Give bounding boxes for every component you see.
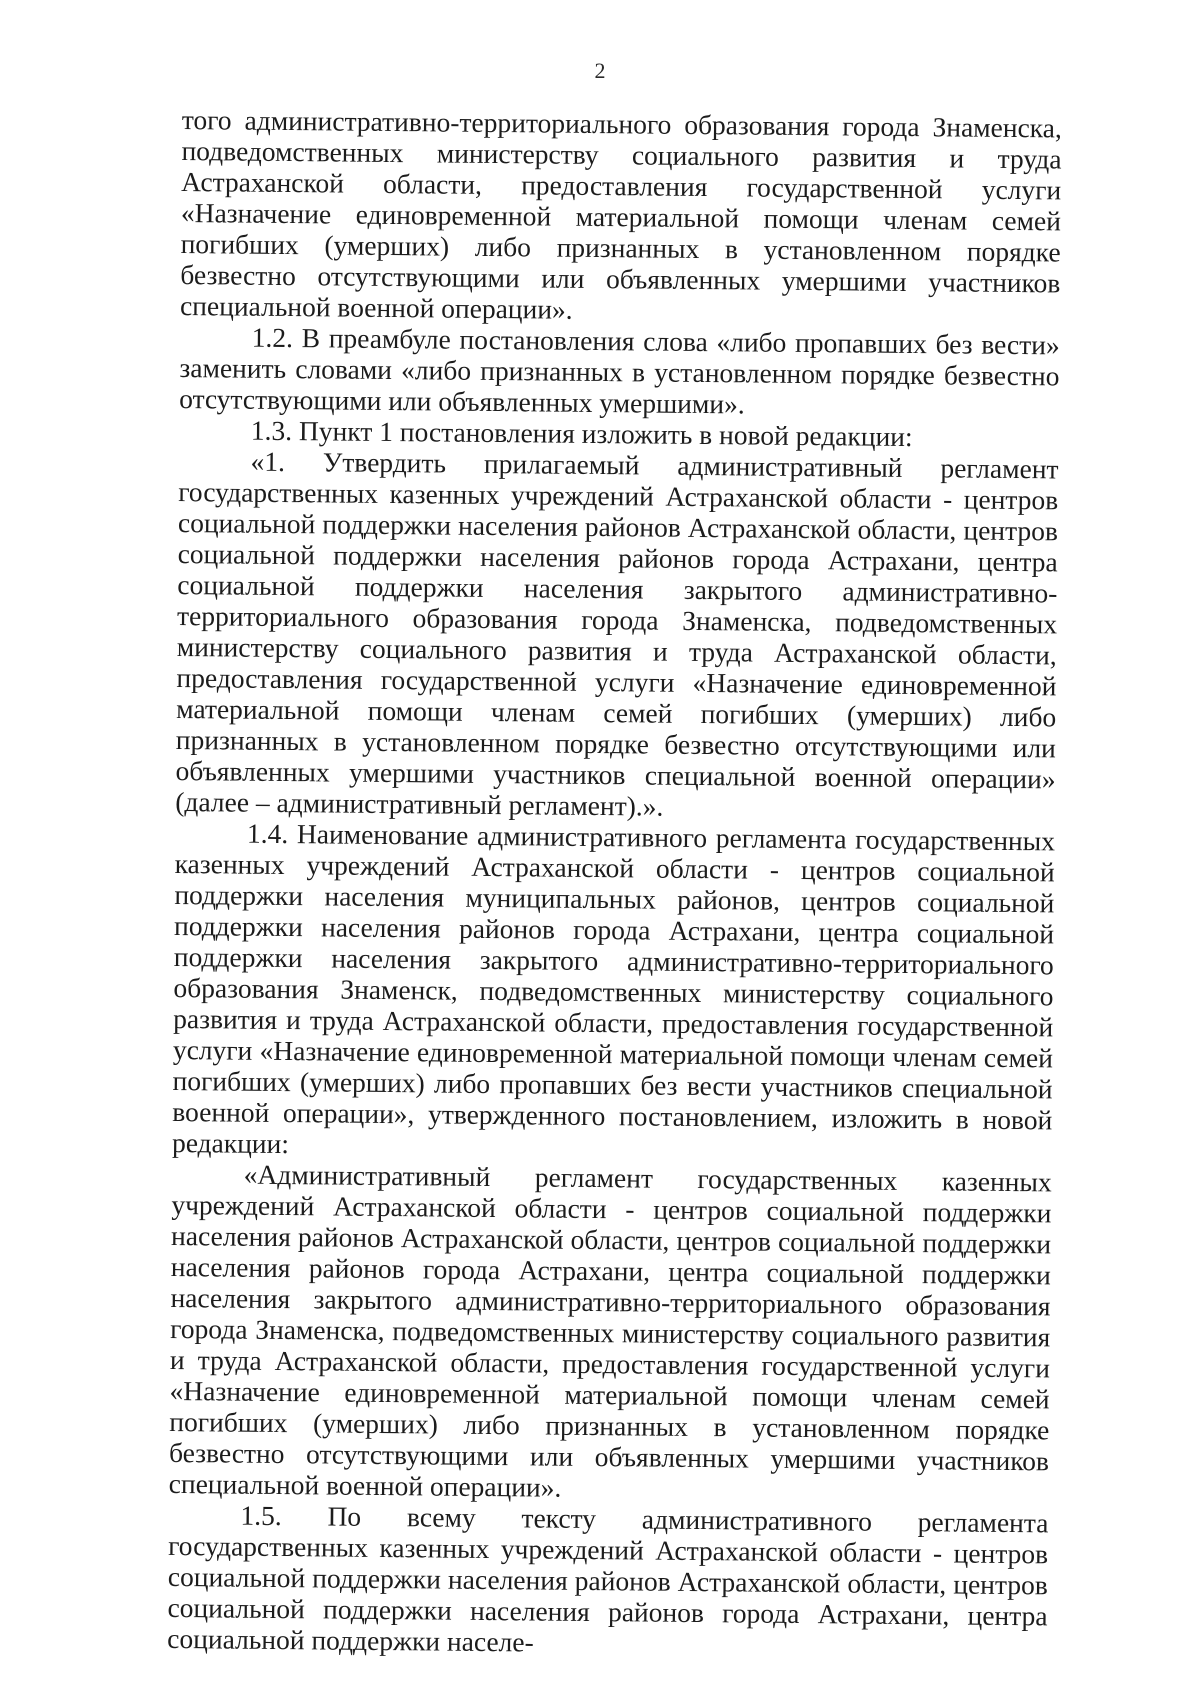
page-number: 2 [594,58,606,83]
paragraph-quoted-item-1: «1. Утвердить прилагаемый административный регламент государственных казенных учреждений Астраханской области - центров социальной поддержки населения районов Астраханской области, центров социальной поддержки населения районов города Астрахани, центра социальной поддержки населения закрытого административно-территориального образования города Знаменска, подведомственных министерству социального развития и труда Астраханской области, предоставления государственной услуги «Назначение единовременной материальной помощи членам семей погибших (умерших) либо признанных в установленном порядке безвестно отсутствующими или объявленных умершими участников специальной военной операции» (далее – административный регламент).». [175,445,1059,822]
document-body [167,104,1062,1662]
paragraph-continuation: того административно-территориального образования города Знаменска, подведомственных министерству социального развития и труда Астраханской области, предоставления государственной услуги «Назначение единовременной материальной помощи членам семей погибших (умерших) либо признанных в установленном порядке безвестно отсутствующими или объявленных умершими участников специальной военной операции». [179,104,1062,325]
paragraph-1-2: 1.2. В преамбуле постановления слова «либо пропавших без вести» заменить словами «либо признанных в установленном порядке безвестно отсутствующими или объявленных умершими». [179,321,1060,420]
paragraph-quoted-title: «Административный регламент государственных казенных учреждений Астраханской области - центров социальной поддержки населения районов Астраханской области, центров социальной поддержки населения районов города Астрахани, центра социальной поддержки населения закрытого административно-территориального образования города Знаменска, подведомственных министерству социального развития и труда Астраханской области, предоставления государственной услуги «Назначение единовременной материальной помощи членам семей погибших (умерших) либо признанных в установленном порядке безвестно отсутствующими или объявленных умершими участников специальной военной операции». [168,1158,1052,1503]
paragraph-1-3: 1.3. Пункт 1 постановления изложить в новой редакции: [250,414,913,453]
paragraph-1-5: 1.5. По всему тексту административного регламента государственных казенных учреждений Астраханской области - центров социальной поддержки населения районов Астраханской области, центров социальной поддержки населения районов города Астрахани, центра социальной поддержки населе- [167,1499,1049,1658]
paragraph-1-4: 1.4. Наименование административного регламента государственных казенных учреждений Астраханской области - центров социальной поддержки населения муниципальных районов, центров социальной поддержки населения районов города Астрахани, центра социальной поддержки населения закрытого административно-территориального образования Знаменск, подведомственных министерству социального развития и труда Астраханской области, предоставления государственной услуги «Назначение единовременной материальной помощи членам семей погибших (умерших) либо пропавших без вести участников специальной военной операции», утвержденного постановлением, изложить в новой редакции: [171,817,1056,1160]
